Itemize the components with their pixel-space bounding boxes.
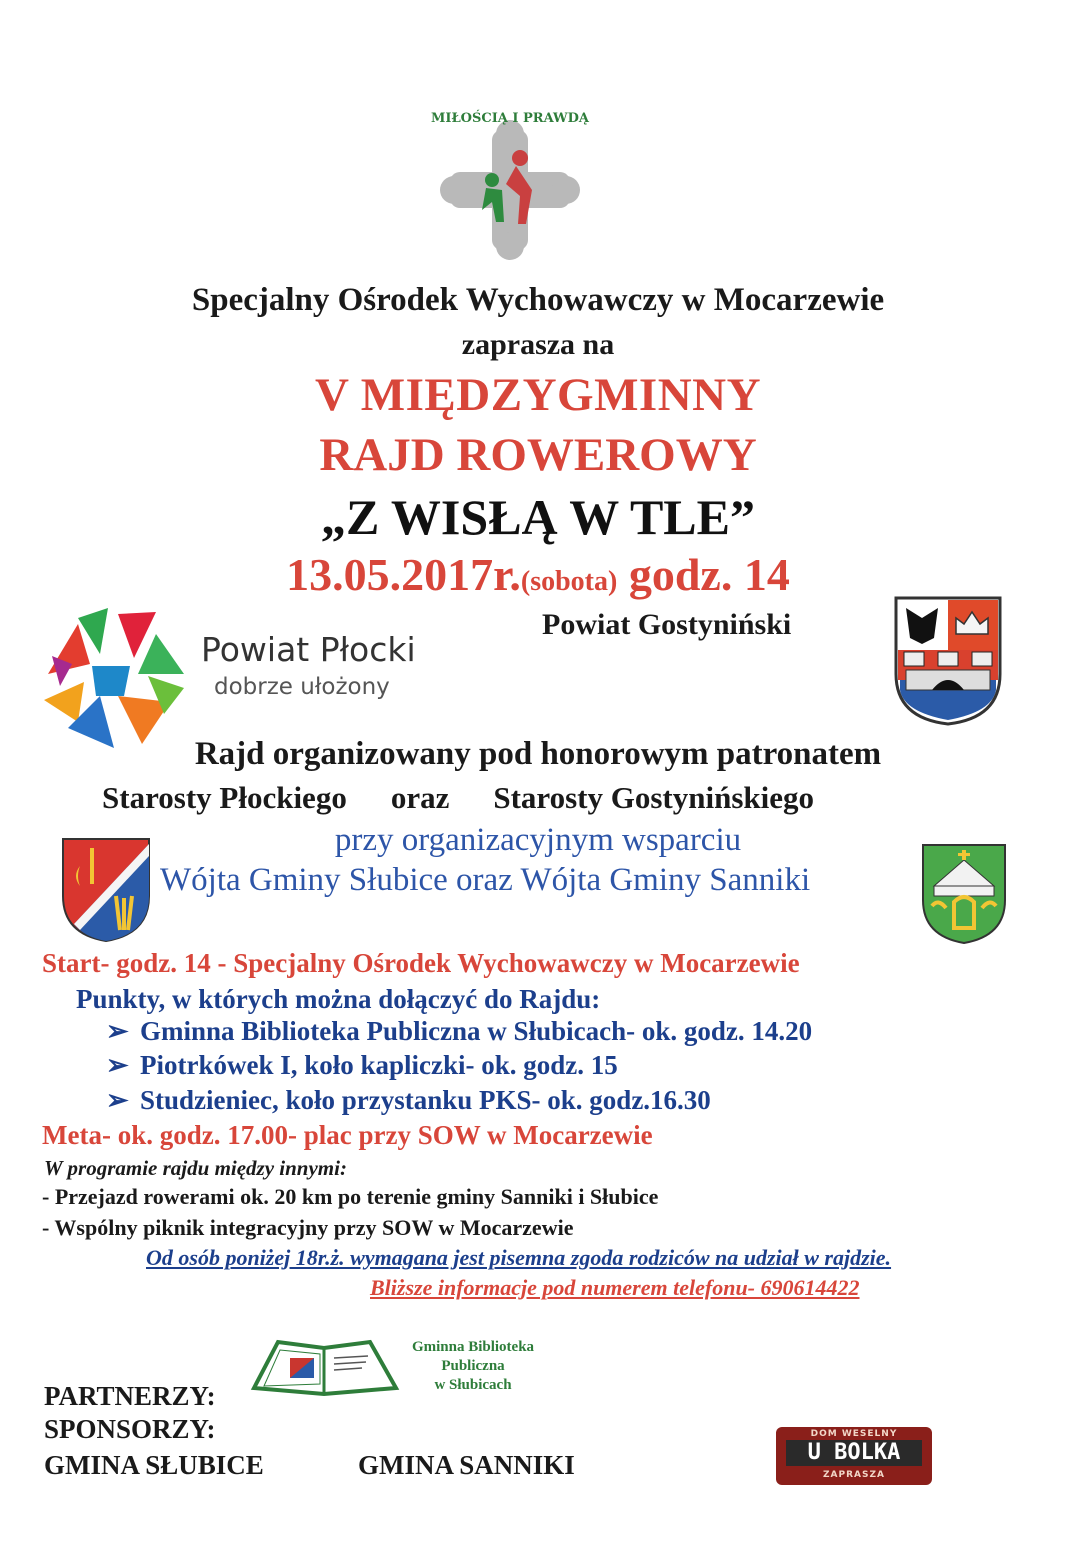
support-line2: Wójta Gminy Słubice oraz Wójta Gminy Sanniki [160, 862, 811, 898]
patronage-line: Rajd organizowany pod honorowym patronatem [194, 736, 882, 772]
u-bolka-top: DOM WESELNY [810, 1429, 898, 1439]
sponsor-gmina-sanniki: GMINA SANNIKI [358, 1450, 575, 1480]
school-logo [420, 100, 600, 280]
sponsors-label: SPONSORZY: [44, 1414, 216, 1444]
powiat-plocki-logo [38, 604, 188, 752]
event-motto: „Z WISŁĄ W TLE” [320, 489, 755, 545]
powiat-plocki-name: Powiat Płocki [201, 630, 416, 669]
partners-label: PARTNERZY: [44, 1381, 216, 1411]
program-intro: W programie rajdu między innymi: [44, 1156, 347, 1180]
arrow-bullet-icon: ➢ [106, 1050, 129, 1080]
u-bolka-logo [776, 1427, 932, 1485]
event-title-line2: RAJD ROWEROWY [319, 429, 757, 481]
support-line1: przy organizacyjnym wsparciu [334, 822, 742, 858]
sponsor-gmina-slubice: GMINA SŁUBICE [44, 1450, 264, 1480]
patrons-line [102, 780, 962, 816]
contact-note: Bliższe informacje pod numerem telefonu- 690614422 [370, 1275, 860, 1300]
event-title-line1: V MIĘDZYGMINNY [314, 369, 762, 421]
join-point-text: Gminna Biblioteka Publiczna w Słubicach- ok. godz. 14.20 [140, 1016, 813, 1046]
date-value: 13.05.2017r. [286, 549, 521, 600]
organizer-title: Specjalny Ośrodek Wychowawczy w Mocarzewie [191, 282, 885, 318]
powiat-plocki-tagline: dobrze ułożony [214, 674, 390, 700]
join-point [106, 1085, 711, 1116]
u-bolka-name: U BOLKA [786, 1440, 922, 1466]
invites-text: zaprasza na [461, 328, 615, 361]
library-label-line3: w Słubicach [434, 1377, 512, 1393]
join-point [106, 1050, 618, 1081]
patrons-conjunction: oraz [390, 780, 450, 815]
arrow-bullet-icon: ➢ [106, 1085, 129, 1115]
finish-info: Meta- ok. godz. 17.00- plac przy SOW w Mocarzewie [42, 1120, 653, 1150]
library-label-line1: Gminna Biblioteka [411, 1339, 535, 1355]
join-point-text: Studzieniec, koło przystanku PKS- ok. godz.16.30 [140, 1085, 711, 1115]
program-item: - Przejazd rowerami ok. 20 km po terenie gminy Sanniki i Słubice [42, 1184, 659, 1209]
library-book-logo [250, 1334, 400, 1400]
start-info: Start- godz. 14 - Specjalny Ośrodek Wychowawczy w Mocarzewie [42, 948, 800, 978]
u-bolka-bottom: ZAPRASZA [823, 1470, 885, 1480]
date-day: (sobota) [520, 566, 618, 597]
date-time: godz. 14 [617, 549, 790, 600]
arrow-bullet-icon: ➢ [106, 1016, 129, 1046]
join-point-text: Piotrkówek I, koło kapliczki- ok. godz. 15 [140, 1050, 618, 1080]
cross-shape [440, 120, 580, 260]
gostynin-coat-of-arms [892, 594, 1004, 728]
logo-ring-text: MIŁOŚCIĄ I PRAWDĄ [430, 111, 590, 126]
patron-plock: Starosty Płockiego [102, 780, 347, 815]
patron-gostynin: Starosty Gostynińskiego [493, 780, 815, 815]
library-label-line2: Publiczna [441, 1358, 505, 1374]
sanniki-coat-of-arms [920, 842, 1008, 946]
powiat-gostyninski-name: Powiat Gostyniński [542, 608, 792, 641]
join-point [106, 1016, 812, 1047]
program-item: - Wspólny piknik integracyjny przy SOW w Mocarzewie [42, 1215, 574, 1240]
library-label [398, 1338, 548, 1395]
consent-note: Od osób poniżej 18r.ż. wymagana jest pisemna zgoda rodziców na udział w rajdzie. [146, 1245, 892, 1270]
slubice-coat-of-arms [60, 836, 152, 944]
join-points-intro: Punkty, w których można dołączyć do Rajdu: [76, 984, 601, 1014]
